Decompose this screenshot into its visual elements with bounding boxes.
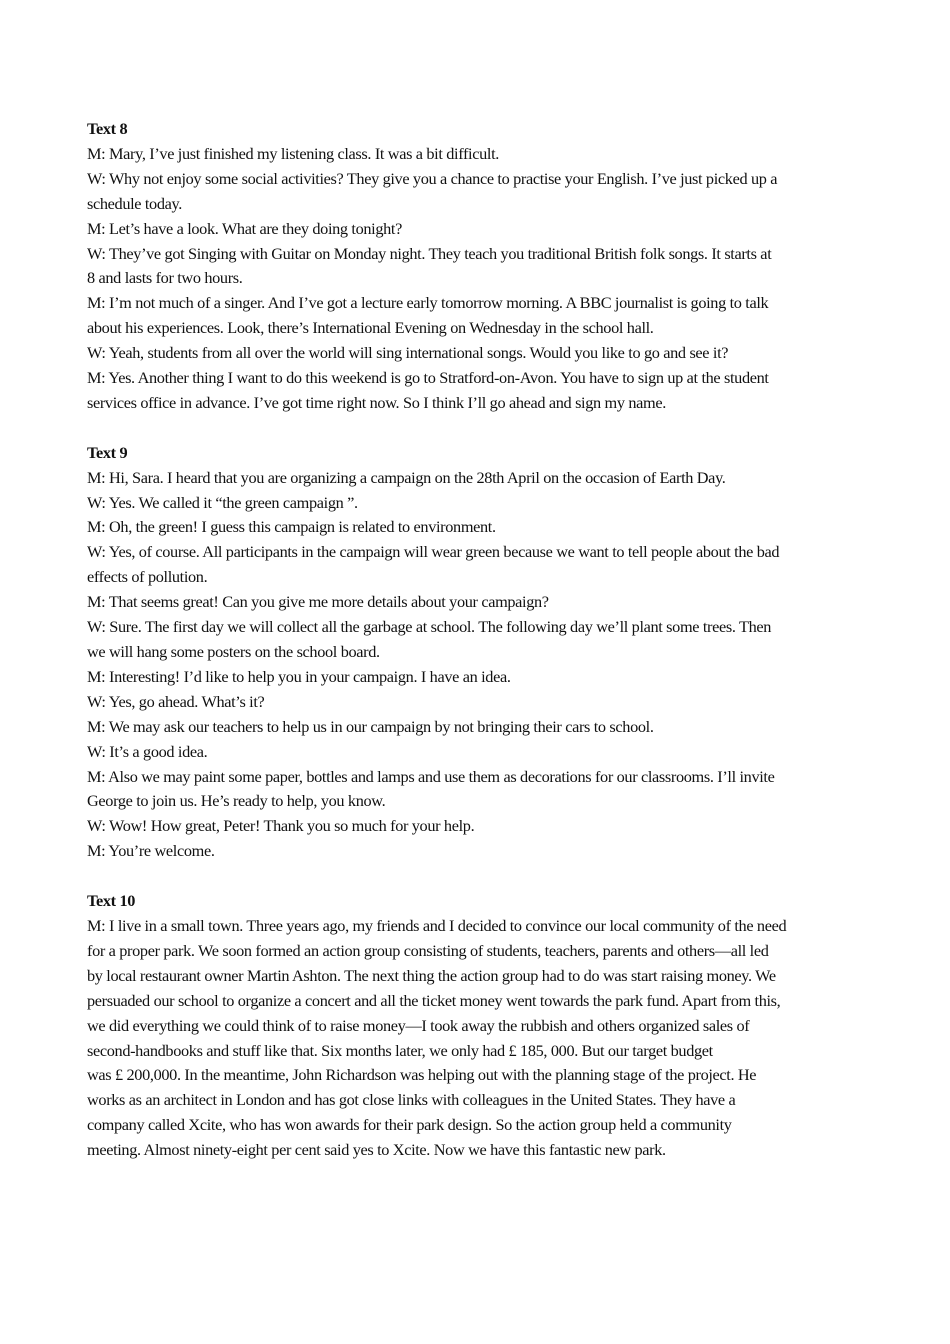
text-line: we will hang some posters on the school board. (87, 642, 380, 662)
text-line: M: Hi, Sara. I heard that you are organizing a campaign on the 28th April on the occasion of Earth Day. (87, 467, 726, 487)
text-line: M: Interesting! I’d like to help you in your campaign. I have an idea. (87, 666, 511, 686)
text-line: M: I live in a small town. Three years ago, my friends and I decided to convince our local community of the need (87, 915, 787, 935)
text-section (87, 889, 877, 1163)
section-heading: Text 9 (87, 442, 128, 462)
text-line: schedule today. (87, 193, 182, 213)
dialogue-paragraph (87, 167, 877, 217)
text-line: M: Also we may paint some paper, bottles and lamps and use them as decorations for our classrooms. I’ll invite (87, 766, 775, 786)
dialogue-paragraph (87, 740, 877, 765)
text-line: W: Yes. We called it “the green campaign ”. (87, 492, 358, 512)
dialogue-paragraph (87, 515, 877, 540)
dialogue-paragraph (87, 366, 877, 416)
dialogue-paragraph (87, 914, 877, 1163)
text-line: M: I’m not much of a singer. And I’ve got a lecture early tomorrow morning. A BBC journalist is going to talk (87, 293, 769, 313)
text-line: M: We may ask our teachers to help us in our campaign by not bringing their cars to school. (87, 716, 654, 736)
text-line: M: Yes. Another thing I want to do this weekend is go to Stratford-on-Avon. You have to sign up at the student (87, 368, 769, 388)
text-line: W: Yeah, students from all over the world will sing international songs. Would you like to go and see it? (87, 343, 729, 363)
text-line: George to join us. He’s ready to help, you know. (87, 791, 386, 811)
text-line: persuaded our school to organize a concert and all the ticket money went towards the park fund. Apart from this, (87, 990, 781, 1010)
dialogue-paragraph (87, 715, 877, 740)
text-line: services office in advance. I’ve got time right now. So I think I’ll go ahead and sign my name. (87, 392, 666, 412)
text-section (87, 441, 877, 864)
dialogue-paragraph (87, 590, 877, 615)
text-line: W: Wow! How great, Peter! Thank you so much for your help. (87, 816, 475, 836)
text-line: 8 and lasts for two hours. (87, 268, 243, 288)
dialogue-paragraph (87, 615, 877, 665)
text-line: company called Xcite, who has won awards for their park design. So the action group held a community (87, 1115, 732, 1135)
section-heading: Text 10 (87, 891, 136, 911)
document-body (87, 117, 877, 1188)
text-line: we did everything we could think of to raise money—I took away the rubbish and others organized sales of (87, 1015, 750, 1035)
dialogue-paragraph (87, 665, 877, 690)
text-line: works as an architect in London and has got close links with colleagues in the United States. They have a (87, 1090, 736, 1110)
dialogue-paragraph (87, 540, 877, 590)
dialogue-paragraph (87, 839, 877, 864)
text-line: was £ 200,000. In the meantime, John Richardson was helping out with the planning stage of the project. He (87, 1065, 757, 1085)
text-line: M: You’re welcome. (87, 841, 215, 861)
dialogue-paragraph (87, 291, 877, 341)
dialogue-paragraph (87, 690, 877, 715)
dialogue-paragraph (87, 765, 877, 815)
text-line: W: They’ve got Singing with Guitar on Monday night. They teach you traditional British folk songs. It starts at (87, 243, 772, 263)
dialogue-paragraph (87, 491, 877, 516)
text-line: M: Oh, the green! I guess this campaign is related to environment. (87, 517, 496, 537)
text-line: M: Mary, I’ve just finished my listening class. It was a bit difficult. (87, 143, 499, 163)
text-line: W: Yes, of course. All participants in the campaign will wear green because we want to tell people about the bad (87, 542, 780, 562)
dialogue-paragraph (87, 142, 877, 167)
dialogue-paragraph (87, 814, 877, 839)
text-line: M: Let’s have a look. What are they doing tonight? (87, 218, 402, 238)
section-heading: Text 8 (87, 119, 128, 138)
text-line: about his experiences. Look, there’s International Evening on Wednesday in the school hall. (87, 318, 654, 338)
text-line: M: That seems great! Can you give me more details about your campaign? (87, 592, 549, 612)
dialogue-paragraph (87, 466, 877, 491)
text-line: W: Sure. The first day we will collect all the garbage at school. The following day we’ll plant some trees. Then (87, 617, 772, 637)
text-line: W: Why not enjoy some social activities? They give you a chance to practise your English. I’ve just picked up a (87, 168, 778, 188)
text-line: W: Yes, go ahead. What’s it? (87, 691, 265, 711)
text-line: effects of pollution. (87, 567, 208, 587)
dialogue-paragraph (87, 341, 877, 366)
dialogue-paragraph (87, 217, 877, 242)
text-line: for a proper park. We soon formed an action group consisting of students, teachers, parents and others—all led (87, 940, 769, 960)
dialogue-paragraph (87, 242, 877, 292)
text-section (87, 117, 877, 416)
text-line: W: It’s a good idea. (87, 741, 208, 761)
text-line: meeting. Almost ninety-eight per cent said yes to Xcite. Now we have this fantastic new park. (87, 1140, 666, 1160)
text-line: second-handbooks and stuff like that. Six months later, we only had £ 185, 000. But our target budget (87, 1040, 713, 1060)
text-line: by local restaurant owner Martin Ashton. The next thing the action group had to do was start raising money. We (87, 965, 776, 985)
